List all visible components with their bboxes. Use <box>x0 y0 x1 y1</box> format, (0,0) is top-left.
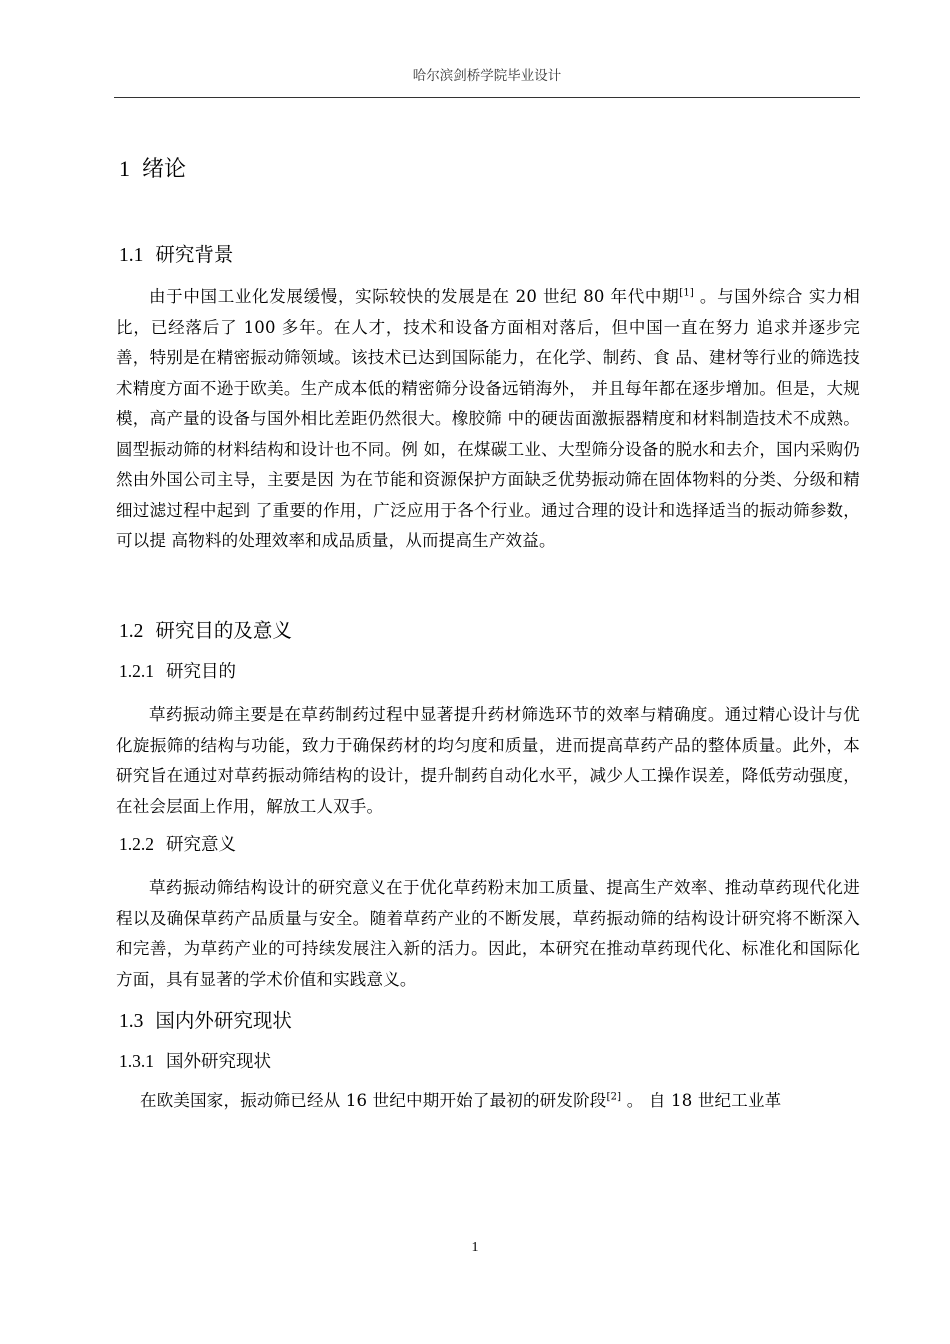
subsection-title: 国外研究现状 <box>166 1052 271 1072</box>
section-title: 研究目的及意义 <box>155 619 292 642</box>
paragraph-text: 。与国外综合 实力相比，已经落后了 100 多年。在人才，技术和设备方面相对落后，但中国一直在努力 追求并逐步完善，特别是在精密振动筛领域。该技术已达到国际能力，在化学、制药、食 品、建材等行业的筛选技术精度方面不逊于欧美。生产成本低的精密筛分设备远销海外， 并且每年都在逐步增加。但是，大规模，高产量的设备与国外相比差距仍然很大。橡胶筛 中的硬齿面激振器精度和材料制造技术不成熟。圆型振动筛的材料结构和设计也不同。例 如，在煤碳工业、大型筛分设备的脱水和去介，国内采购仍然由外国公司主导，主要是因 为在节能和资源保护方面缺乏优势振动筛在固体物料的分类、分级和精细过滤过程中起到 了重要的作用，广泛应用于各个行业。通过合理的设计和选择适当的振动筛参数，可以提 高物料的处理效率和成品质量，从而提高生产效益。 <box>116 287 860 550</box>
subsection-heading-1-2-1 <box>119 658 236 683</box>
subsection-number: 1.2.2 <box>119 834 154 854</box>
subsection-heading-1-3-1 <box>119 1048 271 1073</box>
page-number: 1 <box>471 1240 479 1255</box>
paragraph-text: 。 自 18 世纪工业革 <box>621 1091 782 1110</box>
citation: [1] <box>679 287 695 299</box>
subsection-number: 1.2.1 <box>119 661 154 681</box>
paragraph-text: 在欧美国家，振动筛已经从 16 世纪中期开始了最初的研发阶段 <box>140 1091 607 1110</box>
section-number: 1.2 <box>119 621 144 642</box>
paragraph-text: 由于中国工业化发展缓慢，实际较快的发展是在 20 世纪 80 年代中期 <box>149 287 680 306</box>
running-header: 哈尔滨剑桥学院毕业设计 <box>412 68 562 84</box>
chapter-title: 绪论 <box>142 157 187 182</box>
paragraph-research-significance: 草药振动筛结构设计的研究意义在于优化草药粉末加工质量、提高生产效率、推动草药现代化进程以及确保草药产品质量与安全。随着草药产业的不断发展，草药振动筛的结构设计研究将不断深入和完善，为草药产业的可持续发展注入新的活力。因此，本研究在推动草药现代化、标准化和国际化方面，具有显著的学术价值和实践意义。 <box>116 878 860 989</box>
paragraph-research-background <box>116 282 860 557</box>
section-heading-1-1 <box>119 239 233 267</box>
section-heading-1-2 <box>119 615 292 643</box>
paragraph-foreign-research <box>116 1086 860 1117</box>
section-title: 国内外研究现状 <box>155 1009 292 1032</box>
chapter-heading <box>119 152 186 183</box>
subsection-title: 研究目的 <box>166 662 236 682</box>
section-heading-1-3 <box>119 1005 292 1033</box>
paragraph-research-purpose: 草药振动筛主要是在草药制药过程中显著提升药材筛选环节的效率与精确度。通过精心设计与优化旋振筛的结构与功能，致力于确保药材的均匀度和质量，进而提高草药产品的整体质量。此外，本研究旨在通过对草药振动筛结构的设计，提升制药自动化水平，减少人工操作误差，降低劳动强度，在社会层面上作用，解放工人双手。 <box>116 705 860 816</box>
section-number: 1.1 <box>119 245 144 266</box>
subsection-heading-1-2-2 <box>119 831 236 856</box>
subsection-title: 研究意义 <box>166 835 236 855</box>
section-title: 研究背景 <box>155 243 234 266</box>
citation: [2] <box>606 1091 622 1103</box>
subsection-number: 1.3.1 <box>119 1051 154 1071</box>
header-divider <box>114 97 860 98</box>
chapter-number: 1 <box>119 156 130 181</box>
section-number: 1.3 <box>119 1011 144 1032</box>
